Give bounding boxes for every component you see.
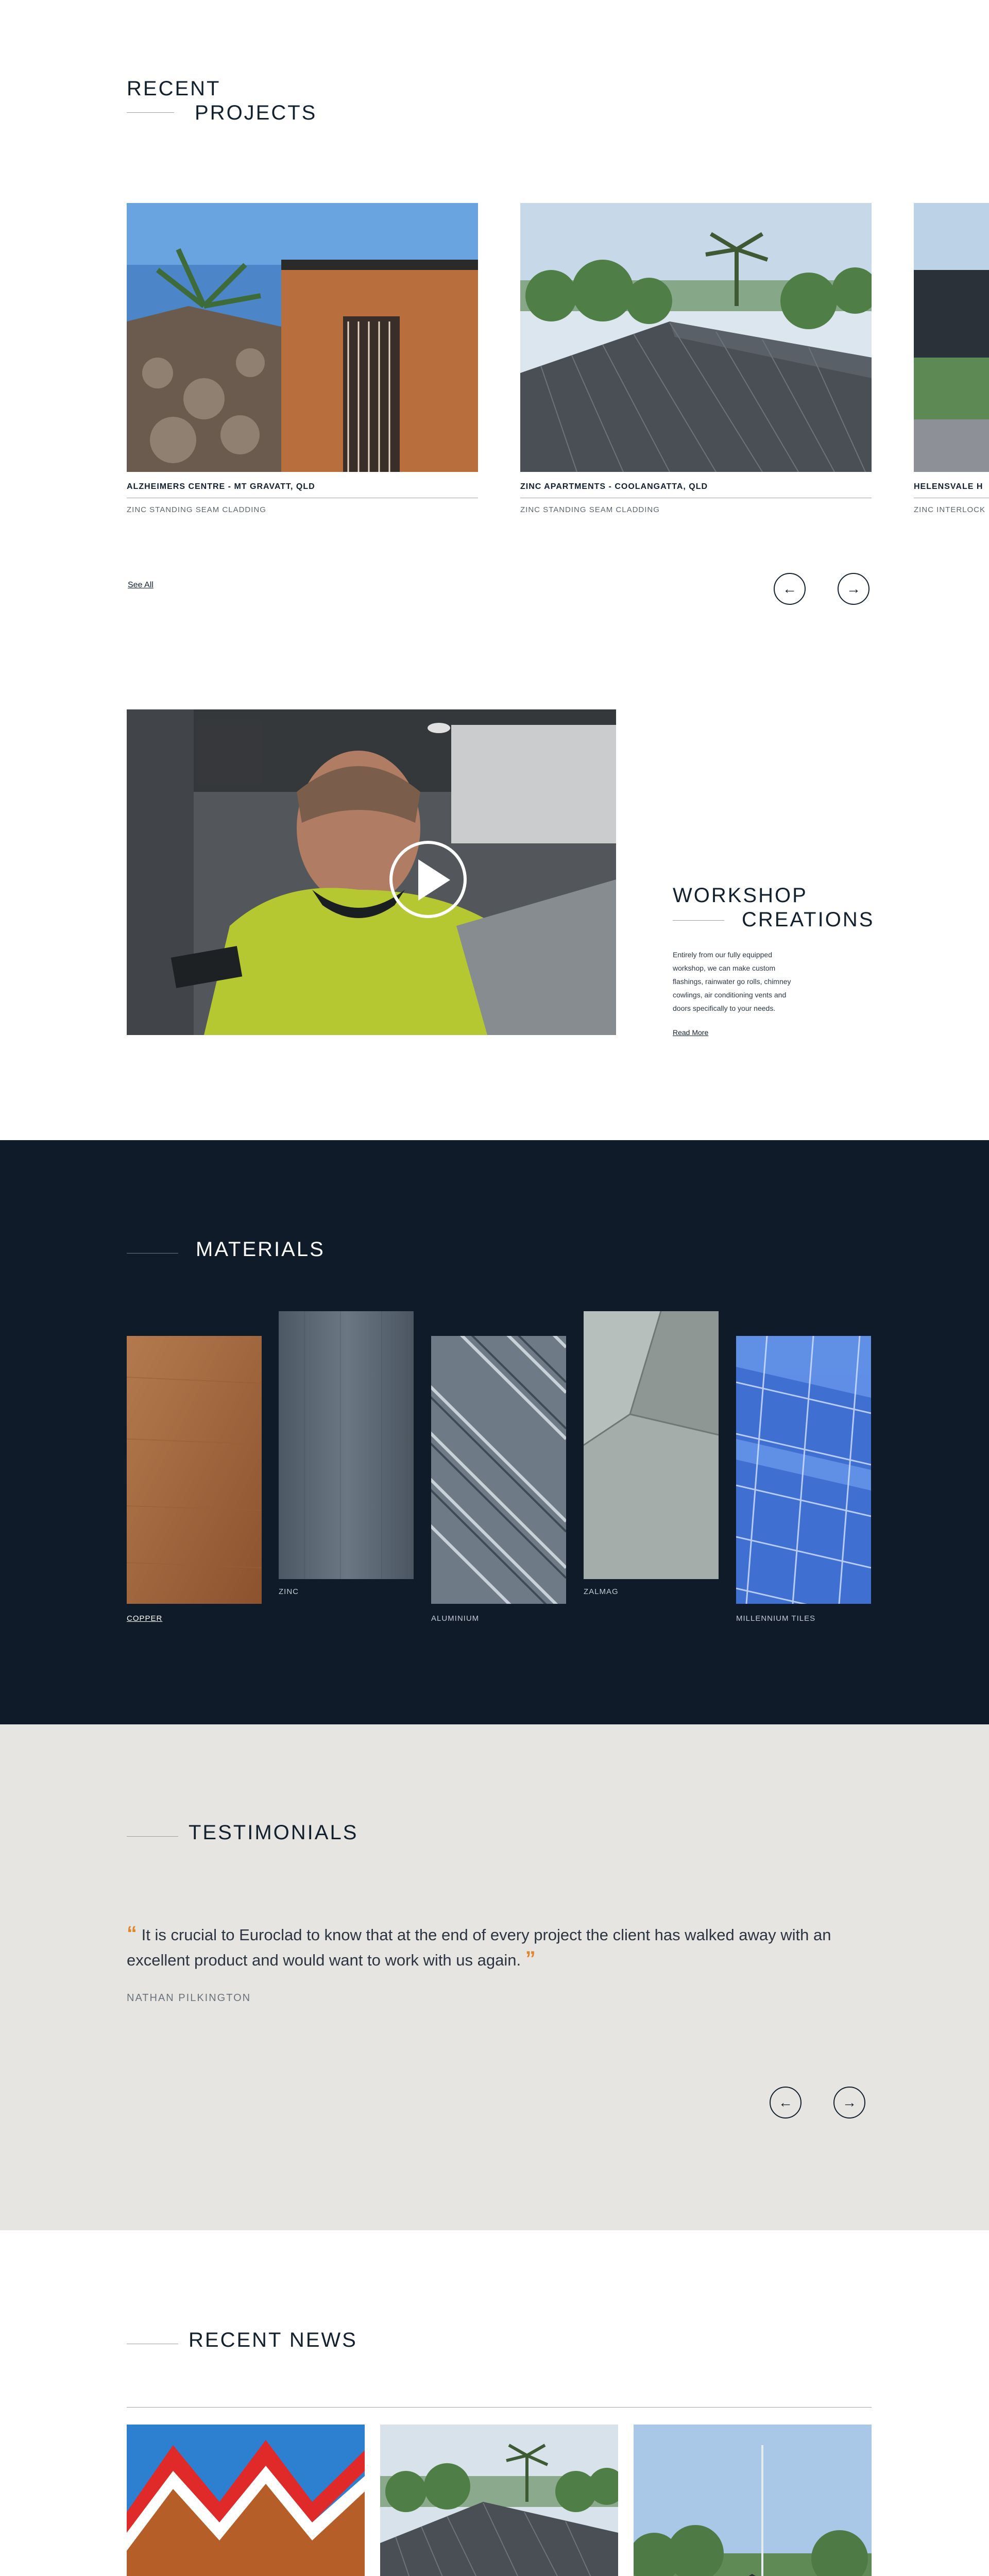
projects-title: RECENT PROJECTS [127, 77, 317, 124]
material-swatch [431, 1336, 566, 1604]
project-title: ALZHEIMERS CENTRE - MT GRAVATT, QLD [127, 482, 478, 498]
materials-section [0, 1140, 989, 1724]
workshop-read-more-link[interactable]: Read More [673, 1028, 709, 1037]
play-icon [418, 859, 450, 901]
testimonial-author: NATHAN PILKINGTON [127, 1992, 251, 2004]
project-subtitle: ZINC STANDING SEAM CLADDING [520, 505, 660, 514]
news-card[interactable] [634, 2425, 872, 2576]
testimonials-title-rule [127, 1836, 178, 1837]
project-image [914, 203, 989, 472]
material-label: COPPER [127, 1614, 163, 1623]
news-image [634, 2425, 872, 2576]
material-label: ALUMINIUM [431, 1614, 480, 1623]
project-card[interactable] [520, 203, 872, 514]
project-card[interactable] [127, 203, 478, 514]
material-swatch [736, 1336, 871, 1604]
project-subtitle: ZINC STANDING SEAM CLADDING [127, 505, 266, 514]
material-label: ZALMAG [584, 1587, 619, 1596]
project-image [520, 203, 872, 472]
material-swatch [584, 1311, 719, 1579]
news-card[interactable] [380, 2425, 618, 2576]
arrow-left-icon: ← [778, 2094, 793, 2110]
material-zinc[interactable] [279, 1311, 414, 1596]
arrow-right-icon: → [846, 581, 861, 597]
material-aluminium[interactable] [431, 1336, 566, 1623]
project-card[interactable] [914, 203, 989, 514]
testimonials-title: TESTIMONIALS [189, 1821, 359, 1844]
news-image [127, 2425, 365, 2576]
workshop-video[interactable] [127, 709, 616, 1035]
projects-prev-button[interactable] [774, 573, 806, 605]
projects-title-rule [127, 112, 174, 113]
material-millennium-tiles[interactable] [736, 1336, 871, 1623]
material-copper[interactable] [127, 1336, 262, 1623]
projects-see-all-link[interactable]: See All [128, 581, 154, 589]
project-title: ZINC APARTMENTS - COOLANGATTA, QLD [520, 482, 872, 498]
workshop-title-rule [673, 920, 724, 921]
news-card[interactable] [127, 2425, 365, 2576]
project-image [127, 203, 478, 472]
project-subtitle: ZINC INTERLOCK [914, 505, 986, 514]
project-title: HELENSVALE H [914, 482, 989, 498]
arrow-right-icon: → [842, 2094, 857, 2110]
material-label: ZINC [279, 1587, 299, 1596]
material-label: MILLENNIUM TILES [736, 1614, 816, 1623]
news-divider [127, 2407, 872, 2408]
news-image [380, 2425, 618, 2576]
arrow-left-icon: ← [782, 581, 797, 597]
workshop-text: Entirely from our fully equipped workshop, we can make custom flashings, rainwater go rolls, chimney cowlings, air conditioning vents and doors specifically to your needs. [673, 951, 791, 1012]
projects-next-button[interactable] [838, 573, 869, 605]
news-title: RECENT NEWS [189, 2329, 357, 2351]
material-swatch [127, 1336, 262, 1604]
testimonials-prev-button[interactable] [770, 2087, 802, 2119]
play-button[interactable] [389, 841, 467, 918]
materials-title: MATERIALS [196, 1238, 325, 1261]
quote-close-icon: ” [525, 1947, 536, 1970]
testimonials-next-button[interactable] [833, 2087, 865, 2119]
testimonial-quote: “ It is crucial to Euroclad to know that at the end of every project the client has walked away with an excellent product and would want to work with us again. ” [127, 1922, 831, 1970]
material-zalmag[interactable] [584, 1311, 719, 1596]
material-swatch [279, 1311, 414, 1579]
testimonials-section [0, 1724, 989, 2230]
workshop-title: WORKSHOP CREATIONS [673, 884, 875, 931]
quote-open-icon: “ [127, 1922, 137, 1945]
